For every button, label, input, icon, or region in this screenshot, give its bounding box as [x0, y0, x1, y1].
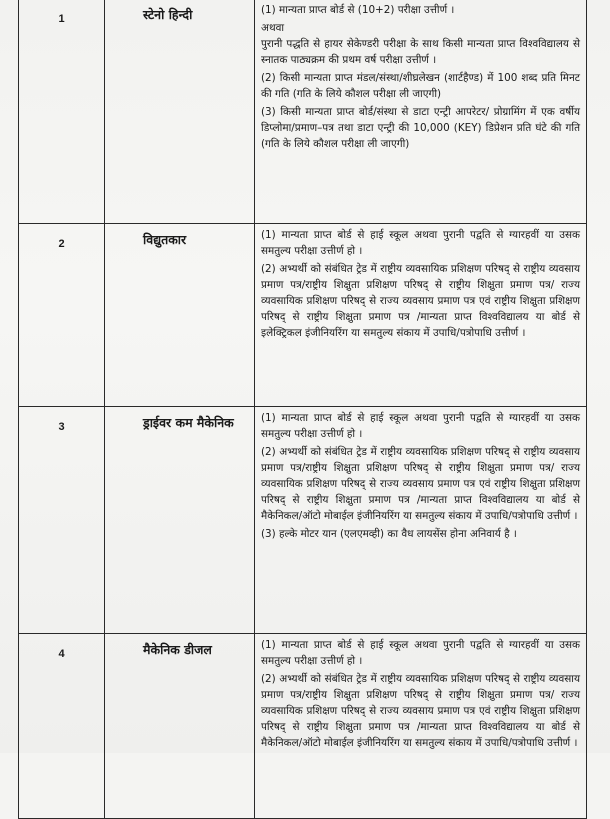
qualification-paragraph: अथवा: [261, 22, 285, 34]
qualification-paragraph: (2) अभ्यर्थी को संबंधित ट्रेड में राष्ट्रीय व्यवसायिक प्रशिक्षण परिषद् से राष्ट्रीय व्यवसाय प्रमाण पत्र/राष्ट्रीय शिक्षुता प्रशिक्षण परिषद् से राष्ट्रीय शिक्षुता प्रमाण पत्र/ राज्य व्यवसायिक प्रशिक्षण परिषद् से राज्य व्यवसाय प्रमाण पत्र एवं राष्ट्रीय शिक्षुता प्रशिक्षण परिषद् से राष्ट्रीय शिक्षुता प्रमाण पत्र /मान्यता प्राप्त विश्वविद्यालय या बोर्ड से मैकेनिकल/ऑटो मोबाईल इंजीनियरिंग या समतुल्य संकाय में उपाधि/पत्रोपाधि उत्तीर्ण ।: [261, 673, 580, 749]
qualification-paragraph: पुरानी पद्धति से हायर सेकेण्डरी परीक्षा के साथ किसी मान्यता प्राप्त विश्वविद्यालय से स्नातक पाठ्यक्रम की प्रथम वर्ष परीक्षा उत्तीर्ण ।: [261, 38, 580, 66]
serial-number: 1: [19, 0, 105, 224]
post-name: मैकेनिक डीजल: [105, 634, 255, 819]
qualification-cell: [255, 407, 587, 634]
qualification-paragraph: (1) मान्यता प्राप्त बोर्ड से (10+2) परीक्षा उत्तीर्ण ।: [261, 4, 455, 16]
post-name: ड्राईवर कम मैकेनिक: [105, 407, 255, 634]
qualification-paragraph: (2) किसी मान्यता प्राप्त मंडल/संस्था/शीघ्रलेखन (शार्टहैण्ड) में 100 शब्द प्रति मिनट की गति (गति के लिये कौशल परीक्षा ली जाएगी): [261, 72, 580, 100]
qualification-table: [18, 0, 587, 819]
table-row: [19, 0, 587, 224]
qualification-cell: [255, 224, 587, 407]
qualification-cell: [255, 634, 587, 819]
qualification-paragraph: (3) हल्के मोटर यान (एलएमव्ही) का वैध लायसेंस होना अनिवार्य है ।: [261, 528, 517, 540]
qualification-paragraph: (2) अभ्यर्थी को संबंधित ट्रेड में राष्ट्रीय व्यवसायिक प्रशिक्षण परिषद् से राष्ट्रीय व्यवसाय प्रमाण पत्र/राष्ट्रीय शिक्षुता प्रशिक्षण परिषद् से राष्ट्रीय शिक्षुता प्रमाण पत्र/ राज्य व्यवसायिक प्रशिक्षण परिषद् से राज्य व्यवसाय प्रमाण पत्र एवं राष्ट्रीय शिक्षुता प्रशिक्षण परिषद् से राष्ट्रीय शिक्षुता प्रमाण पत्र /मान्यता प्राप्त विश्वविद्यालय या बोर्ड से मैकेनिकल/ऑटो मोबाईल इंजीनियरिंग या समतुल्य संकाय में उपाधि/पत्रोपाधि उत्तीर्ण ।: [261, 446, 580, 522]
serial-number: 2: [19, 224, 105, 407]
qualification-paragraph: (1) मान्यता प्राप्त बोर्ड से हाई स्कूल अथवा पुरानी पद्वति से ग्यारहवीं या उसक समतुल्य परीक्षा उत्तीर्ण हो ।: [261, 412, 580, 440]
serial-number: 3: [19, 407, 105, 634]
post-name: विद्युतकार: [105, 224, 255, 407]
qualification-cell: [255, 0, 587, 224]
qualification-paragraph: (3) किसी मान्यता प्राप्त बोर्ड/संस्था से डाटा एन्ट्री आपरेटर/ प्रोग्रामिंग में एक वर्षीय डिप्लोमा/प्रमाण–पत्र तथा डाटा एन्ट्री की 10,000 (KEY) डिप्रेशन प्रति घंटे की गति (गति के लिये कौशल परीक्षा ली जाएगी): [261, 106, 580, 150]
post-name: स्टेनो हिन्दी: [105, 0, 255, 224]
serial-number: 4: [19, 634, 105, 819]
qualification-paragraph: (1) मान्यता प्राप्त बोर्ड से हाई स्कूल अथवा पुरानी पद्वति से ग्यारहवीं या उसक समतुल्य परीक्षा उत्तीर्ण हो ।: [261, 229, 580, 257]
table-row: [19, 407, 587, 634]
table-row: [19, 224, 587, 407]
qualification-paragraph: (2) अभ्यर्थी को संबंधित ट्रेड में राष्ट्रीय व्यवसायिक प्रशिक्षण परिषद् से राष्ट्रीय व्यवसाय प्रमाण पत्र/राष्ट्रीय शिक्षुता प्रशिक्षण परिषद् से राष्ट्रीय शिक्षुता प्रमाण पत्र/ राज्य व्यवसायिक प्रशिक्षण परिषद् से राज्य व्यवसाय प्रमाण पत्र एवं राष्ट्रीय शिक्षुता प्रशिक्षण परिषद् से राष्ट्रीय शिक्षुता प्रमाण पत्र /मान्यता प्राप्त विश्वविद्यालय या बोर्ड से इलेक्ट्रिकल इंजीनियरिंग या समतुल्य संकाय में उपाधि/पत्रोपाधि उत्तीर्ण ।: [261, 263, 580, 339]
qualification-paragraph: (1) मान्यता प्राप्त बोर्ड से हाई स्कूल अथवा पुरानी पद्वति से ग्यारहवीं या उसक समतुल्य परीक्षा उत्तीर्ण हो ।: [261, 639, 580, 667]
table-row: [19, 634, 587, 819]
